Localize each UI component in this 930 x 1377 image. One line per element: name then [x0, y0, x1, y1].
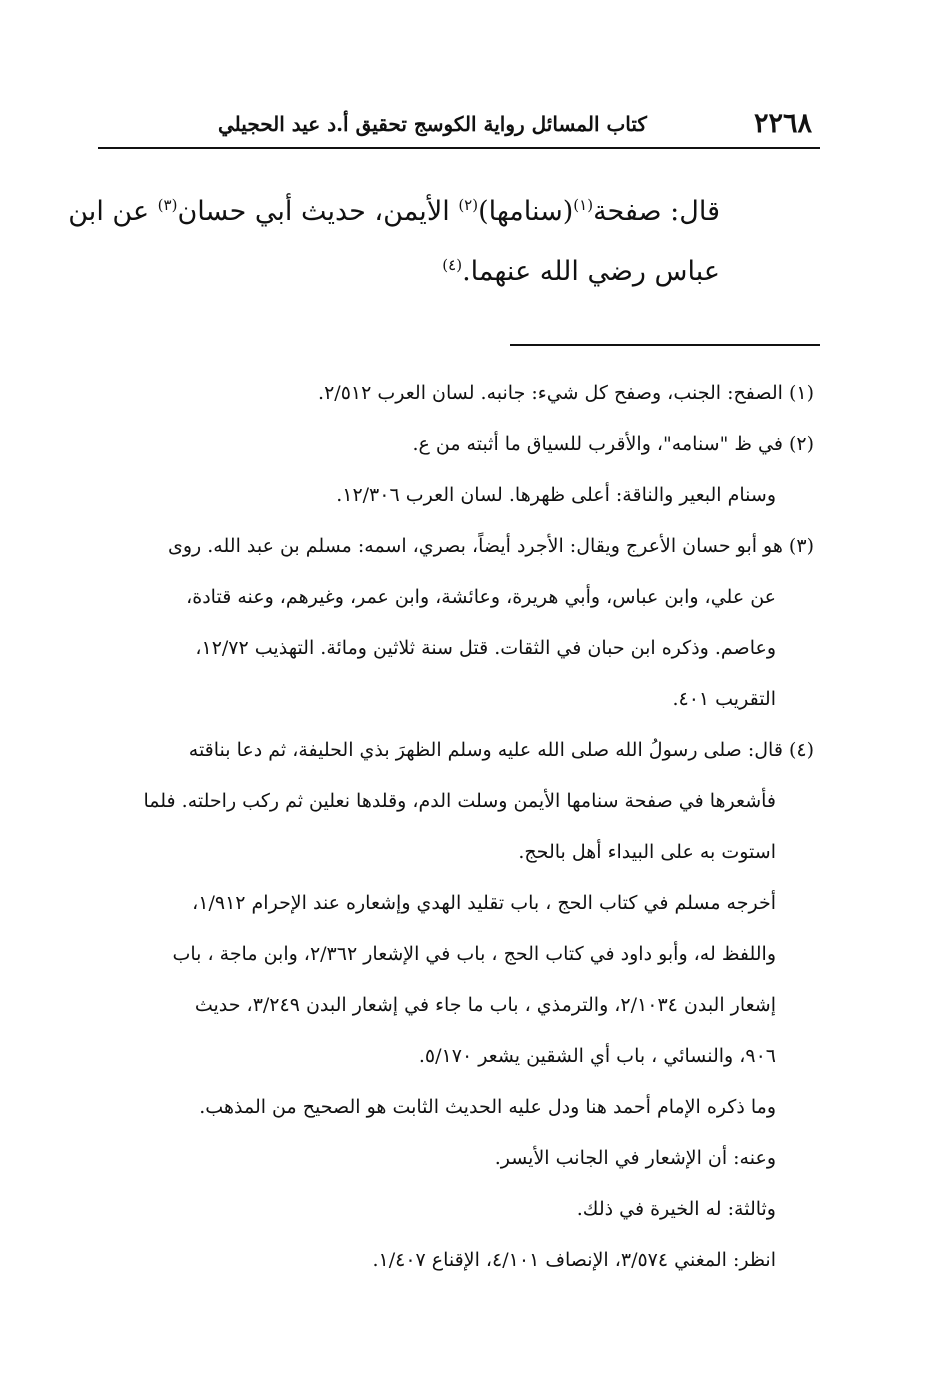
footnote-4: (٤) قال: صلى رسولُ الله صلى الله عليه وسلم الظهرَ بذي الحليفة، ثم دعا بناقته: [188, 739, 814, 761]
page-header: [98, 108, 820, 148]
main-text-segment: الأيمن، حديث أبي حسان: [177, 196, 459, 227]
main-text-line: [90, 242, 720, 302]
page-number: ٢٢٦٨: [753, 108, 812, 139]
footnote-3: (٣) هو أبو حسان الأعرج ويقال: الأجرد أيضاً، بصري، اسمه: مسلم بن عبد الله. روى: [168, 535, 814, 557]
main-text: [68, 182, 720, 302]
main-text-segment: (سنامها): [478, 196, 574, 227]
main-text-segment: قال: صفحة: [593, 196, 720, 227]
footnote-ref-4: (٤): [442, 256, 463, 274]
footnote-ref-1: (١): [573, 196, 594, 214]
footnote-ref-2: (٢): [458, 196, 479, 214]
footnote-4-line: استوت به على البيداء أهل بالحج.: [518, 841, 776, 863]
footnote-divider: [510, 344, 820, 346]
footnote-2-line: وسنام البعير والناقة: أعلى ظهرها. لسان العرب ١٢/٣٠٦.: [336, 484, 776, 506]
footnote-4-line: أخرجه مسلم في كتاب الحج ، باب تقليد الهدي وإشعاره عند الإحرام ١/٩١٢،: [192, 892, 776, 914]
footnote-3-line: عن علي، وابن عباس، وأبي هريرة، وعائشة، وابن عمر، وغيرهم، وعنه قتادة،: [186, 586, 776, 608]
footnote-4-line: وعنه: أن الإشعار في الجانب الأيسر.: [494, 1147, 776, 1169]
footnote-4-line: وما ذكره الإمام أحمد هنا ودل عليه الحديث الثابت هو الصحيح من المذهب.: [199, 1096, 776, 1118]
footnote-4-line: إشعار البدن ٢/١٠٣٤، والترمذي ، باب ما جاء في إشعار البدن ٣/٢٤٩، حديث: [194, 994, 776, 1016]
footnote-4-line: ٩٠٦، والنسائي ، باب أي الشقين يشعر ٥/١٧٠.: [418, 1045, 776, 1067]
footnote-1: (١) الصفح: الجنب، وصفح كل شيء: جانبه. لسان العرب ٢/٥١٢.: [318, 382, 814, 404]
footnote-4-line: واللفظ له، وأبو داود في كتاب الحج ، باب في الإشعار ٢/٣٦٢، وابن ماجة ، باب: [172, 943, 776, 965]
footnote-3-line: وعاصم. وذكره ابن حبان في الثقات. قتل سنة ثلاثين ومائة. التهذيب ١٢/٧٢،: [195, 637, 776, 659]
footnote-3-line: التقريب ٤٠١.: [672, 688, 776, 710]
footnote-4-line: وثالثة: له الخيرة في ذلك.: [576, 1198, 776, 1220]
main-text-line: [68, 182, 720, 242]
main-text-segment: عن ابن: [68, 196, 158, 227]
main-text-segment: عباس رضي الله عنهما.: [462, 256, 720, 287]
footnote-4-line: انظر: المغني ٣/٥٧٤، الإنصاف ٤/١٠١، الإقناع ١/٤٠٧.: [372, 1249, 776, 1271]
footnotes: [92, 368, 814, 1286]
footnote-2: (٢) في ظ "سنامه"، والأقرب للسياق ما أثبته من ع.: [412, 433, 814, 455]
footnote-4-line: فأشعرها في صفحة سنامها الأيمن وسلت الدم، وقلدها نعلين ثم ركب راحلته. فلما: [143, 790, 776, 812]
book-title: كتاب المسائل رواية الكوسج تحقيق أ.د عيد الحجيلي: [218, 112, 647, 136]
footnote-ref-3: (٣): [157, 196, 178, 214]
header-divider: [98, 147, 820, 149]
